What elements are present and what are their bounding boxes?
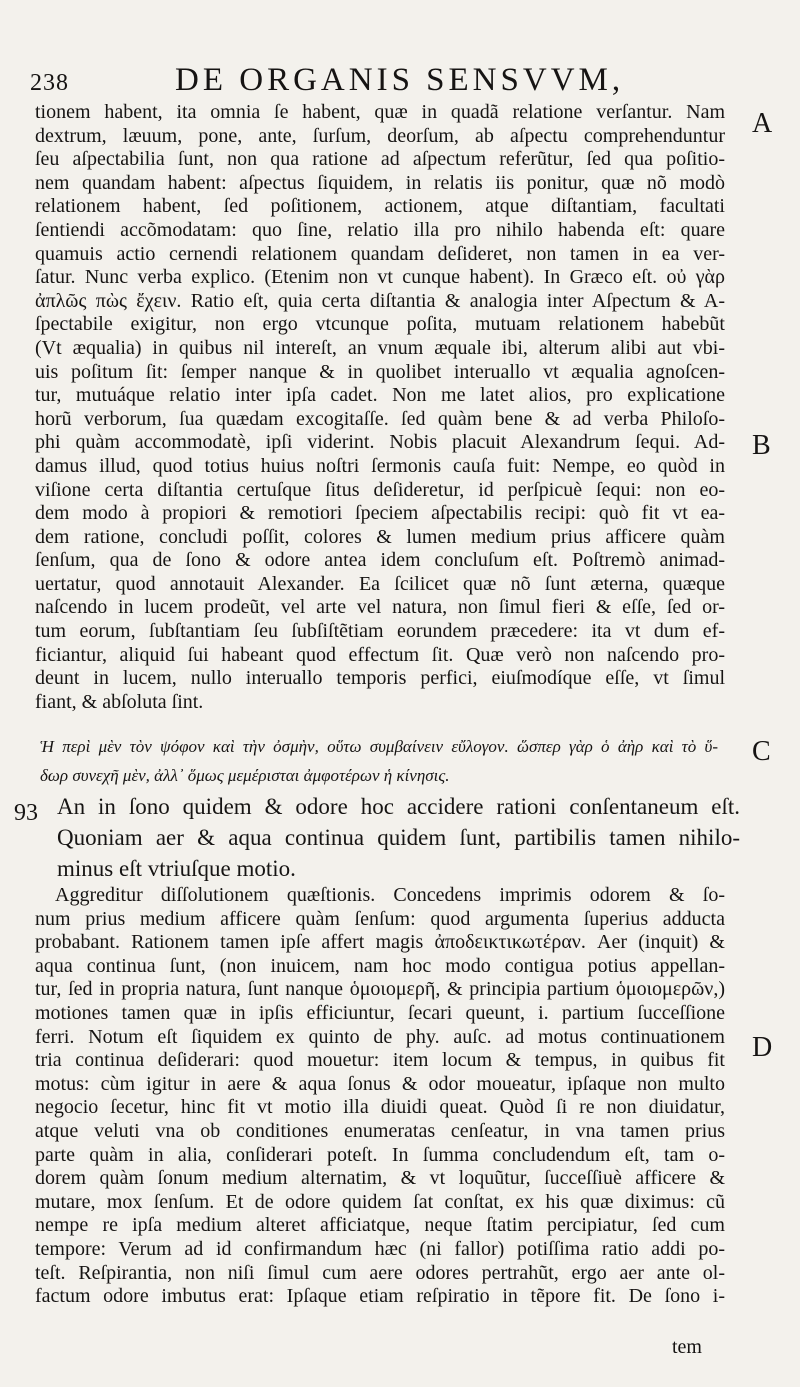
text-line: tionem habent, ita omnia ſe habent, quæ in quadã relatione verſantur. Nam <box>35 101 725 123</box>
text-line: tur, ſed in propria natura, ſunt nanque ὁμοιομερῆ, & principia partium ὁμοιομερῶν,) <box>35 978 725 1001</box>
text-line: dextrum, læuum, pone, ante, ſurſum, deorſum, ab aſpectu comprehenduntur <box>35 124 725 147</box>
text-line: ſenſum, qua de ſono & odore antea idem concluſum eſt. Poſtremò animad- <box>35 549 725 572</box>
translation-line: Quoniam aer & aqua continua quidem ſunt, partibilis tamen nihilo- <box>57 825 740 850</box>
text-line: ſeu aſpectabilia ſunt, non qua ratione ad aſpectum referũtur, ſed qua poſitio- <box>35 148 725 171</box>
text-line: relationem habent, ſed poſitionem, actionem, atque diſtantiam, facultati <box>35 195 725 218</box>
margin-letter-a: A <box>752 108 773 139</box>
text-line: uertatur, quod annotauit Alexander. Ea ſcilicet quæ nõ ſunt æterna, quæque <box>35 572 725 595</box>
text-line: ſpectabile exigitur, non ergo vtcunque poſita, mutuam relationem habebũt <box>35 313 725 336</box>
text-line: (Vt æqualia) in quibus nil intereſt, an vnum æquale ibi, alterum alibi aut vbi- <box>35 336 725 359</box>
text-line: nempe re ipſa medium alteret afficiatque, neque ſtatim percipiatur, ſed cum <box>35 1214 725 1237</box>
text-line: tur, mutuáque relatio inter ipſa cadet. Non me latet alios, pro explicatione <box>35 384 725 407</box>
text-line: ficiantur, aliquid ſui habeant quod effectum ſit. Quæ verò non naſcendo pro- <box>35 643 725 666</box>
text-line: horũ verborum, ſua quædam excogitaſſe. ſed quàm bene & ad verba Philoſo- <box>35 407 725 430</box>
text-line: probabant. Rationem tamen ipſe affert magis ἀποδεικτικωτέραν. Aer (inquit) & <box>35 931 725 954</box>
text-line: naſcendo in lucem prodeũt, vel arte vel natura, non ſimul fieri & eſſe, ſed or- <box>35 596 725 619</box>
text-line: ferri. Notum eſt ſiquidem ex quinto de phy. auſc. ad motus continuationem <box>35 1025 725 1048</box>
text-line: dem ratione, concludi poſſit, colores & lumen medium prius afficere quàm <box>35 525 725 548</box>
text-line: tempore: Verum ad id confirmandum hæc (ni fallor) potiſſima ratio addi po- <box>35 1237 725 1260</box>
text-line: tum eorum, ſubſtantiam ſeu ſubſiſtẽtiam eorundem prӕcedere: ita vt dum ef- <box>35 620 725 643</box>
margin-letter-b: B <box>752 430 771 461</box>
text-line: quamuis actio cernendi relationem quandam deſideret, non tamen in ea ver- <box>35 242 725 265</box>
running-title: DE ORGANIS SENSVVM, <box>175 62 625 98</box>
text-line: fiant, & abſoluta ſint. <box>35 690 204 713</box>
text-line: tria continua deſiderari: quod mouetur: item locum & tempus, in quibus fit <box>35 1049 725 1072</box>
text-line: factum odore imbutus erat: Ipſaque etiam reſpiratio in tẽpore fit. De ſono i- <box>35 1285 725 1308</box>
text-line: phi quàm accommodatè, ipſi viderint. Nobis placuit Alexandrum ſequi. Ad- <box>35 431 725 454</box>
text-line: num prius medium afficere quàm ſenſum: quod argumenta ſuperius adducta <box>35 907 725 930</box>
text-line: parte quàm in alia, conſiderari poteſt. In ſumma concludendum eſt, tam o- <box>35 1143 725 1166</box>
text-line: deunt in lucem, nullo interuallo temporis perfici, eiuſmodíque eſſe, vt ſimul <box>35 667 725 690</box>
text-line: negocio ſecetur, hinc fit vt motio illa diuidi queat. Quòd ſi re non diuidatur, <box>35 1096 725 1119</box>
text-line: motiones tamen quæ in ipſis efficiuntur, ſecari queunt, i. partium ſucceſſione <box>35 1001 725 1024</box>
text-line: ſatur. Nunc verba explico. (Etenim non vt cunque habent). In Græco eſt. οὐ γὰρ <box>35 266 725 289</box>
text-line: motus: cùm igitur in aere & aqua ſonus & odor moueatur, ipſaque non multo <box>35 1072 725 1095</box>
translation-line: minus eſt vtriuſque motio. <box>57 856 296 881</box>
text-line: uis poſitum ſit: ſemper nanque & in quolibet interuallo vt æqualia agnoſcen- <box>35 360 725 383</box>
margin-letter-c: C <box>752 736 771 767</box>
text-line: dorem quàm ſonum medium alternatim, & vt loquũtur, ſucceſſiuè afficere & <box>35 1167 725 1190</box>
page-header <box>30 58 750 98</box>
greek-quotation <box>40 732 718 790</box>
text-line: atque veluti vna ob conditiones enumeratas cenſeatur, in vna tamen prius <box>35 1119 725 1142</box>
margin-letter-d: D <box>752 1032 773 1063</box>
margin-aristotle-reference: 93 <box>14 800 38 826</box>
text-line: ſentiendi accõmodatam: quo ſine, relatio illa pro nihilo habenda eſt: quare <box>35 218 725 241</box>
catchword: tem <box>672 1336 702 1358</box>
text-line: damus illud, quod totius huius noſtri ſermonis cauſa fuit: Nempe, eo quòd in <box>35 454 725 477</box>
text-line: viſione certa diſtantia certuſque ſitus deſideretur, id perſpicuè ſequi: non eo- <box>35 478 725 501</box>
page-number: 238 <box>30 70 69 96</box>
commentary-paragraph-1 <box>35 101 725 714</box>
text-line: nem quandam habent: aſpectus ſiquidem, in relatis iis ponitur, quæ nõ modò <box>35 171 725 194</box>
text-line: aqua continua ſunt, (non inuicem, nam hoc modo contigua potius appellan- <box>35 954 725 977</box>
text-line: Aggreditur diſſolutionem quæſtionis. Concedens imprimis odorem & ſo- <box>55 884 725 906</box>
commentary-paragraph-2 <box>35 884 725 1309</box>
latin-translation <box>57 791 740 884</box>
translation-line: An in ſono quidem & odore hoc accidere rationi conſentaneum eſt. <box>57 794 740 819</box>
greek-line: Ἡ περὶ μὲν τὸν ψόφον καὶ τὴν ὀσμὴν, οὕτω συμβαίνειν εὔλογον. ὥσπερ γὰρ ὁ ἀὴρ καὶ τὸ ὕ- <box>40 737 718 756</box>
text-line: dem modo à propiori & remotiori ſpeciem aſpectabilis recipi: quò fit vt ea- <box>35 502 725 525</box>
greek-line: δωρ συνεχῆ μὲν, ἀλλ᾽ ὅμως μεμέρισται ἀμφοτέρων ἡ κίνησις. <box>40 766 450 785</box>
text-line: teſt. Reſpirantia, non niſi ſimul cum aere odores pertrahũt, ergo aer ante ol- <box>35 1261 725 1284</box>
text-line: ἀπλῶς πὼς ἔχειν. Ratio eſt, quia certa diſtantia & analogia inter Aſpectum & A- <box>35 289 725 312</box>
text-line: mutare, mox ſenſum. Et de odore quidem ſat conſtat, ex his quæ diximus: cũ <box>35 1190 725 1213</box>
